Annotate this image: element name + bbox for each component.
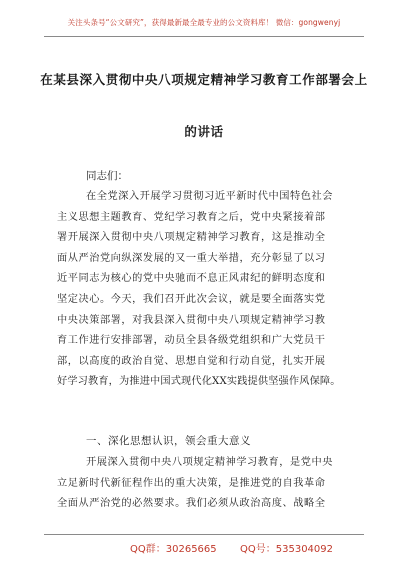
paragraph-line: 开展深入贯彻中央八项规定精神学习教育，是党中央 [86, 457, 333, 468]
header-promo-text: 关注头条号“公文研究”，获得最新最全最专业的公文资料库！ 微信：gongwenyj [67, 18, 341, 27]
paragraph-line: 好学习教育，为推进中国式现代化XX实践提供坚强作风保障。 [57, 376, 341, 388]
paragraph-line: 中央决策部署，对我县深入贯彻中央八项规定精神学习教 [57, 314, 326, 326]
paragraph-line: 在全党深入开展学习贯彻习近平新时代中国特色社会 [86, 191, 333, 202]
paragraph-line: 立足新时代新征程作出的重大决策，是推进党的自我革命 [57, 477, 326, 489]
paragraph-line: 近平同志为核心的党中央驰而不息正风肃纪的鲜明态度和 [57, 273, 326, 285]
paragraph-line: 面从严治党向纵深发展的又一重大举措，充分彰显了以习 [57, 252, 326, 264]
document-title-line2: 的讲话 [184, 124, 224, 139]
page-footer [44, 534, 364, 555]
greeting: 同志们： [86, 170, 128, 182]
paragraph-line: 主义思想主题教育、党纪学习教育之后，党中央紧接着部 [57, 211, 326, 223]
page-header [44, 14, 364, 37]
paragraph-line: 署开展深入贯彻中央八项规定精神学习教育，这是推动全 [57, 232, 326, 244]
footer-qq-group: QQ群：30265665 [130, 544, 217, 555]
paragraph-line: 坚定决心。今天，我们召开此次会议，就是要全面落实党 [57, 293, 326, 305]
section-1-heading: 一、深化思想认识，领会重大意义 [86, 435, 251, 447]
paragraph-1 [57, 187, 357, 393]
paragraph-line: 全面从严治党的必然要求。我们必须从政治高度、战略全 [57, 498, 326, 510]
document-title-line1: 在某县深入贯彻中央八项规定精神学习教育工作部署会上 [40, 72, 368, 87]
footer-qq-number: QQ号：535304092 [240, 544, 334, 555]
paragraph-2 [57, 453, 357, 515]
paragraph-line: 育工作进行安排部署，动员全县各级党组织和广大党员干 [57, 335, 326, 347]
paragraph-line: 部，以高度的政治自觉、思想自觉和行动自觉，扎实开展 [57, 355, 326, 367]
